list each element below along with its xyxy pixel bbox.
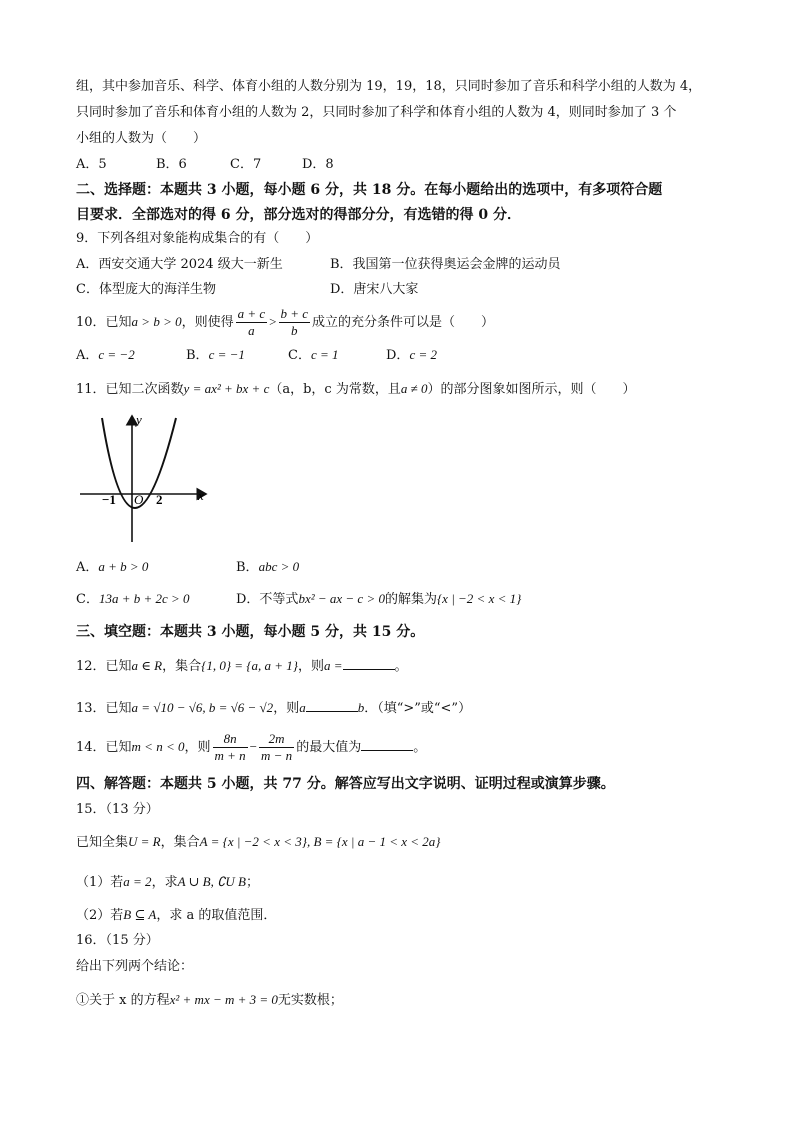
q11-option-d-mid: 的解集为 — [384, 592, 437, 607]
q13-answer-blank[interactable] — [306, 699, 358, 712]
q10-fraction-2 — [279, 306, 311, 339]
q15-part-2-condition: B ⊆ A — [123, 907, 157, 922]
q15-part-1-end: ； — [245, 875, 259, 890]
q16-item-1-prefix: ①关于 x 的方程 — [76, 993, 170, 1008]
y-axis-label: y — [136, 412, 142, 427]
q15-stem-prefix: 已知全集 — [76, 835, 129, 850]
right-root-label: 2 — [156, 492, 163, 507]
q15-part-1-mid: ，求 — [151, 875, 178, 890]
q10-option-b-label: B． — [186, 348, 209, 363]
q16-intro: 给出下列两个结论： — [76, 959, 194, 974]
q10-prefix: 10．已知 — [76, 315, 132, 330]
q11-option-c-label: C． — [76, 592, 99, 607]
q14-prefix: 14．已知 — [76, 740, 132, 755]
q15-stem-mid: ，集合 — [160, 835, 200, 850]
section-2-title-line-2: 目要求．全部选对的得 6 分，部分选对的得部分分，有选错的得 0 分． — [76, 207, 521, 223]
q14-stem — [76, 730, 426, 765]
q13-stem — [76, 699, 471, 718]
q12-math-1: a ∈ R — [131, 658, 163, 673]
q10-mid: ，则使得 — [181, 315, 234, 330]
q10-fraction-1-numerator: a + c — [237, 306, 266, 321]
q15-part-1-condition: a = 2 — [123, 874, 152, 889]
q9-stem: 9．下列各组对象能构成集合的有（ ） — [76, 231, 319, 246]
q13-mid: ，则 — [273, 701, 300, 716]
q9-option-c: C．体型庞大的海洋生物 — [76, 282, 216, 297]
q16-header: 16．（15 分） — [76, 933, 159, 948]
q11-option-d-label: D．不等式 — [236, 592, 299, 607]
q12-mid: ，集合 — [162, 659, 202, 674]
q10-fraction-2-denominator: b — [291, 323, 298, 338]
q15-stem — [76, 833, 441, 852]
q8-text-line-2: 只同时参加了音乐和体育小组的人数为 2，只同时参加了科学和体育小组的人数为 4，则同时参加了 3 个 — [76, 105, 677, 120]
q11-stem — [76, 380, 636, 399]
q16-item-1-math: x² + mx − m + 3 = 0 — [169, 992, 278, 1007]
q10-option-a-label: A． — [76, 348, 99, 363]
q12-tail: 。 — [394, 659, 408, 674]
q12-math-2: {1, 0} = {a, a + 1} — [201, 658, 298, 673]
q16-item-1-suffix: 无实数根； — [277, 993, 343, 1008]
q10-option-a — [76, 346, 135, 365]
q11-mid: （a，b，c 为常数，且 — [269, 382, 401, 397]
q13-b: b — [357, 700, 365, 715]
q11-option-a — [76, 558, 148, 577]
q11-condition: a ≠ 0 — [400, 381, 428, 396]
q11-option-d-set: {x | −2 < x < 1} — [436, 591, 522, 606]
q15-part-2 — [76, 906, 276, 925]
q10-option-c-label: C． — [288, 348, 311, 363]
q10-stem — [76, 305, 494, 340]
q14-fraction-2-numerator: 2m — [259, 731, 294, 748]
q14-fraction-1-denominator: m + n — [214, 748, 246, 763]
q10-fraction-1-denominator: a — [248, 323, 255, 338]
q13-a: a — [299, 700, 306, 715]
q11-option-b — [236, 558, 299, 577]
q11-option-d-math: bx² − ax − c > 0 — [298, 591, 385, 606]
q14-mid: ，则 — [184, 740, 211, 755]
q11-option-a-label: A． — [76, 560, 99, 575]
q11-option-b-math: abc > 0 — [258, 559, 300, 574]
q11-option-b-label: B． — [236, 560, 259, 575]
q12-stem — [76, 657, 408, 676]
section-3-title: 三、填空题：本题共 3 小题，每小题 5 分，共 15 分。 — [76, 624, 425, 640]
q8-text-line-1: 组，其中参加音乐、科学、体育小组的人数分别为 19，19，18，只同时参加了音乐和科学小组的人数为 4， — [76, 79, 702, 94]
q9-option-a: A．西安交通大学 2024 级大一新生 — [76, 257, 283, 272]
q9-option-d: D．唐宋八大家 — [330, 282, 419, 297]
q14-fraction-2-denominator: m − n — [261, 748, 293, 763]
q10-option-c — [288, 346, 339, 365]
q14-end: 。 — [413, 740, 427, 755]
q14-fraction-1-numerator: 8n — [213, 731, 248, 748]
q14-minus-sign: − — [249, 739, 258, 754]
q11-function: y = ax² + bx + c — [183, 381, 270, 396]
q10-option-b-math: c = −1 — [208, 347, 245, 362]
q8-option-b: B．6 — [156, 157, 187, 172]
q13-prefix: 13．已知 — [76, 701, 132, 716]
q10-fraction-1 — [236, 306, 268, 339]
q10-option-d-label: D． — [386, 348, 410, 363]
q12-answer-blank[interactable] — [343, 657, 395, 670]
q10-suffix: 成立的充分条件可以是（ ） — [312, 315, 495, 330]
q15-part-1 — [76, 873, 259, 892]
q15-part-2-prefix: （2）若 — [76, 908, 124, 923]
q10-condition: a > b > 0 — [131, 314, 182, 329]
q15-part-1-prefix: （1）若 — [76, 875, 124, 890]
section-2-title-line-1: 二、选择题：本题共 3 小题，每小题 6 分，共 18 分。在每小题给出的选项中，有多项符合题 — [76, 182, 663, 198]
q8-text-line-3: 小组的人数为（ ） — [76, 131, 207, 146]
q10-option-c-math: c = 1 — [310, 347, 339, 362]
q10-option-d-math: c = 2 — [409, 347, 437, 362]
q10-gt-sign: > — [269, 314, 277, 329]
q15-header: 15．（13 分） — [76, 802, 159, 817]
q9-option-b: B．我国第一位获得奥运会金牌的运动员 — [330, 257, 561, 272]
left-root-label: −1 — [102, 492, 116, 507]
q14-tail: 的最大值为 — [296, 740, 362, 755]
q15-part-2-mid: ，求 a 的取值范围． — [156, 908, 277, 923]
q8-option-a: A．5 — [76, 157, 107, 172]
q10-option-a-math: c = −2 — [98, 347, 135, 362]
q12-prefix: 12．已知 — [76, 659, 132, 674]
q11-option-a-math: a + b > 0 — [98, 559, 149, 574]
q15-part-1-math: A ∪ B, ∁U B — [177, 874, 246, 889]
q16-item-1 — [76, 991, 343, 1010]
q11-option-c — [76, 590, 190, 609]
section-4-title: 四、解答题：本题共 5 小题，共 77 分。解答应写出文字说明、证明过程或演算步骤。 — [76, 776, 615, 792]
q11-option-d — [236, 590, 521, 609]
q11-prefix: 11．已知二次函数 — [76, 382, 184, 397]
q10-option-b — [186, 346, 245, 365]
q11-option-c-math: 13a + b + 2c > 0 — [98, 591, 190, 606]
q14-answer-blank[interactable] — [361, 738, 413, 751]
q14-fraction-1 — [213, 731, 248, 764]
q15-universe: U = R — [128, 834, 161, 849]
q11-parabola-graph — [76, 408, 216, 548]
q11-suffix: ）的部分图象如图所示，则（ ） — [427, 382, 636, 397]
q12-math-3: a = — [324, 658, 343, 673]
q8-option-c: C．7 — [230, 157, 262, 172]
q12-end: ，则 — [297, 659, 324, 674]
q10-fraction-2-numerator: b + c — [280, 306, 309, 321]
q13-expression: a = √10 − √6, b = √6 − √2 — [131, 700, 274, 715]
origin-label: O — [134, 492, 144, 507]
q14-fraction-2 — [259, 731, 294, 764]
x-axis-label: x — [198, 488, 204, 503]
q15-sets: A = {x | −2 < x < 3}, B = {x | a − 1 < x < 2a} — [199, 834, 441, 849]
q13-tail: ．（填“>”或“<”） — [364, 701, 472, 716]
q14-condition: m < n < 0 — [131, 739, 185, 754]
q8-option-d: D．8 — [302, 157, 334, 172]
q10-option-d — [386, 346, 437, 365]
